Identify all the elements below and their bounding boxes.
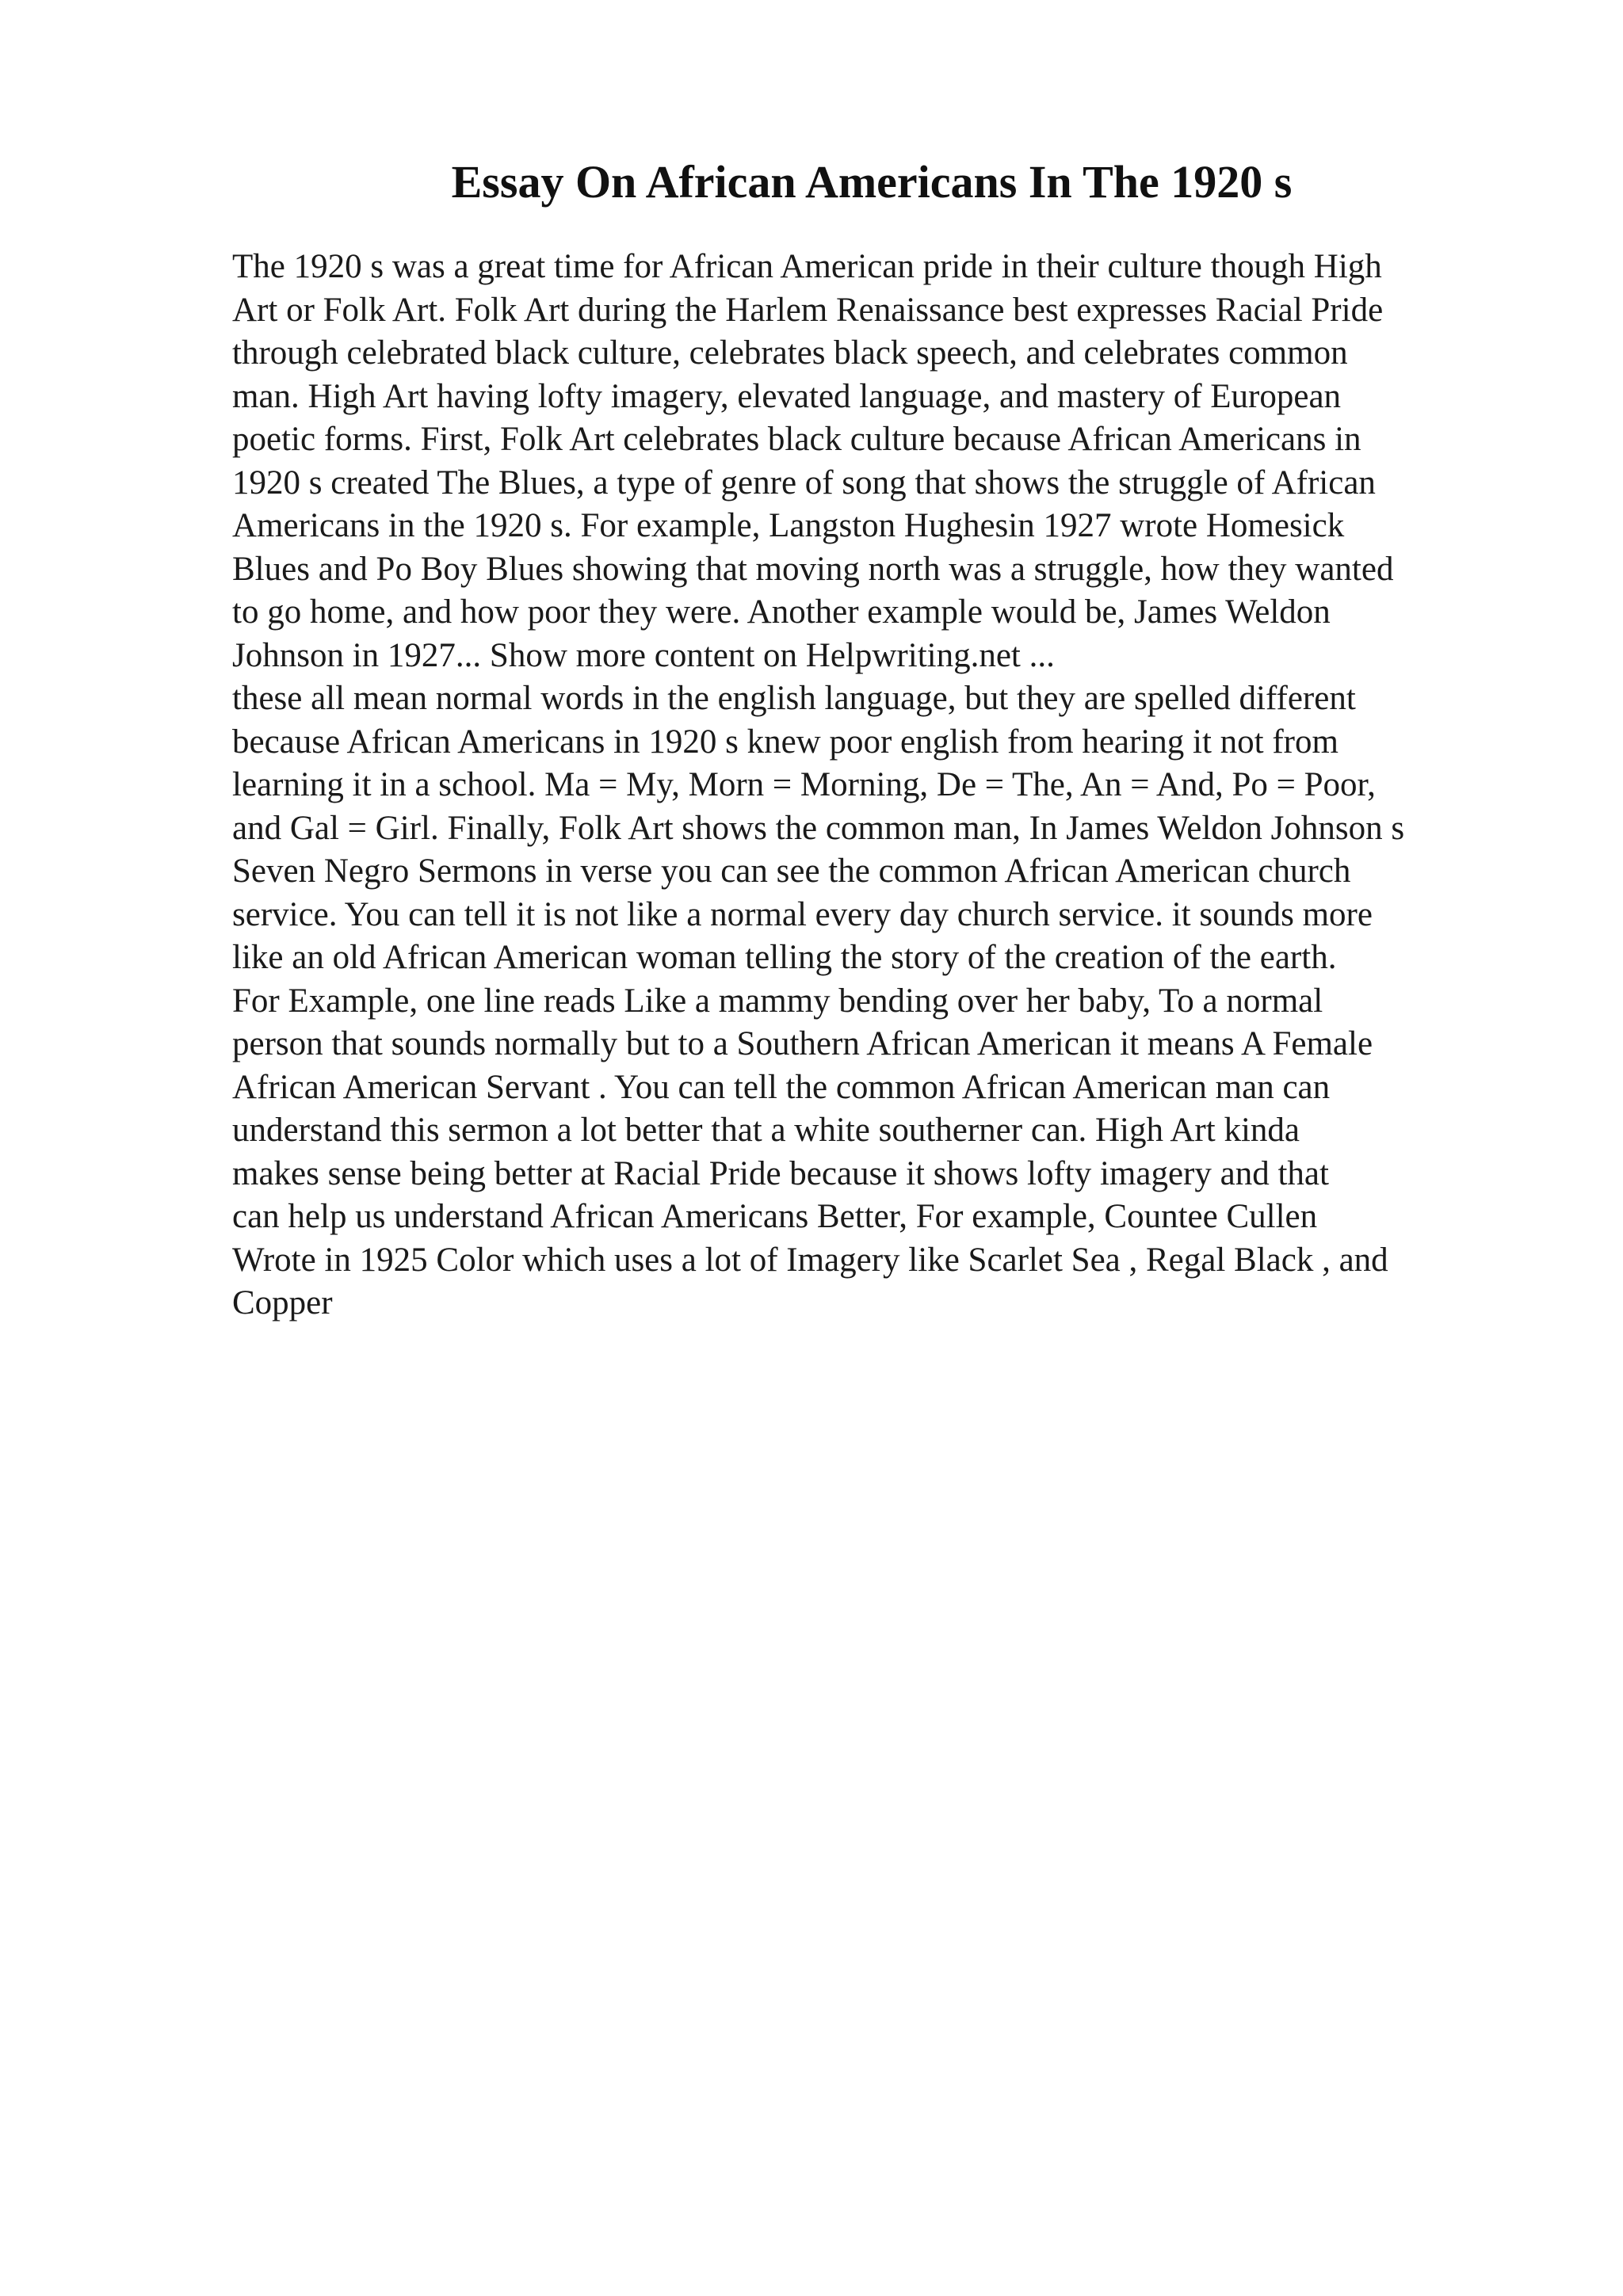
essay-line: Seven Negro Sermons in verse you can see the common African American church (232, 852, 1351, 890)
essay-line: man. High Art having lofty imagery, elevated language, and mastery of European (232, 377, 1342, 415)
essay-line: For Example, one line reads Like a mammy bending over her baby, To a normal (232, 982, 1323, 1020)
essay-line: and Gal = Girl. Finally, Folk Art shows the common man, In James Weldon Johnson s (232, 809, 1405, 847)
essay-line: poetic forms. First, Folk Art celebrates black culture because African Americans in (232, 421, 1361, 458)
essay-line: The 1920 s was a great time for African American pride in their culture though High (232, 248, 1382, 285)
essay-line: because African Americans in 1920 s knew poor english from hearing it not from (232, 723, 1338, 761)
essay-line: through celebrated black culture, celebrates black speech, and celebrates common (232, 334, 1348, 372)
essay-line: service. You can tell it is not like a normal every day church service. it sounds more (232, 895, 1373, 933)
essay-line: Art or Folk Art. Folk Art during the Harlem Renaissance best expresses Racial Pride (232, 291, 1384, 329)
essay-line: Blues and Po Boy Blues showing that moving north was a struggle, how they wanted (232, 550, 1394, 588)
essay-line: Wrote in 1925 Color which uses a lot of Imagery like Scarlet Sea , Regal Black , and (232, 1241, 1388, 1279)
essay-line: understand this sermon a lot better that a white southerner can. High Art kinda (232, 1112, 1300, 1149)
essay-line: person that sounds normally but to a Southern African American it means A Female (232, 1025, 1373, 1062)
essay-line: makes sense being better at Racial Pride because it shows lofty imagery and that (232, 1154, 1329, 1192)
essay-line: like an old African American woman telling the story of the creation of the earth. (232, 939, 1337, 976)
essay-line: Johnson in 1927... Show more content on Helpwriting.net ... (232, 636, 1055, 674)
essay-line: Americans in the 1920 s. For example, Langston Hughesin 1927 wrote Homesick (232, 507, 1345, 544)
essay-line: these all mean normal words in the english language, but they are spelled different (232, 680, 1356, 717)
essay-line: to go home, and how poor they were. Another example would be, James Weldon (232, 593, 1331, 631)
essay-line: can help us understand African Americans Better, For example, Countee Cullen (232, 1198, 1318, 1235)
essay-line: 1920 s created The Blues, a type of genre of song that shows the struggle of African (232, 463, 1376, 502)
essay-line: Copper (232, 1284, 333, 1322)
essay-line: learning it in a school. Ma = My, Morn = Morning, De = The, An = And, Po = Poor, (232, 766, 1376, 803)
essay-title: Essay On African Americans In The 1920 s (451, 156, 1293, 208)
essay-line: African American Servant . You can tell the common African American man can (232, 1068, 1331, 1106)
essay-body (232, 246, 1579, 1325)
